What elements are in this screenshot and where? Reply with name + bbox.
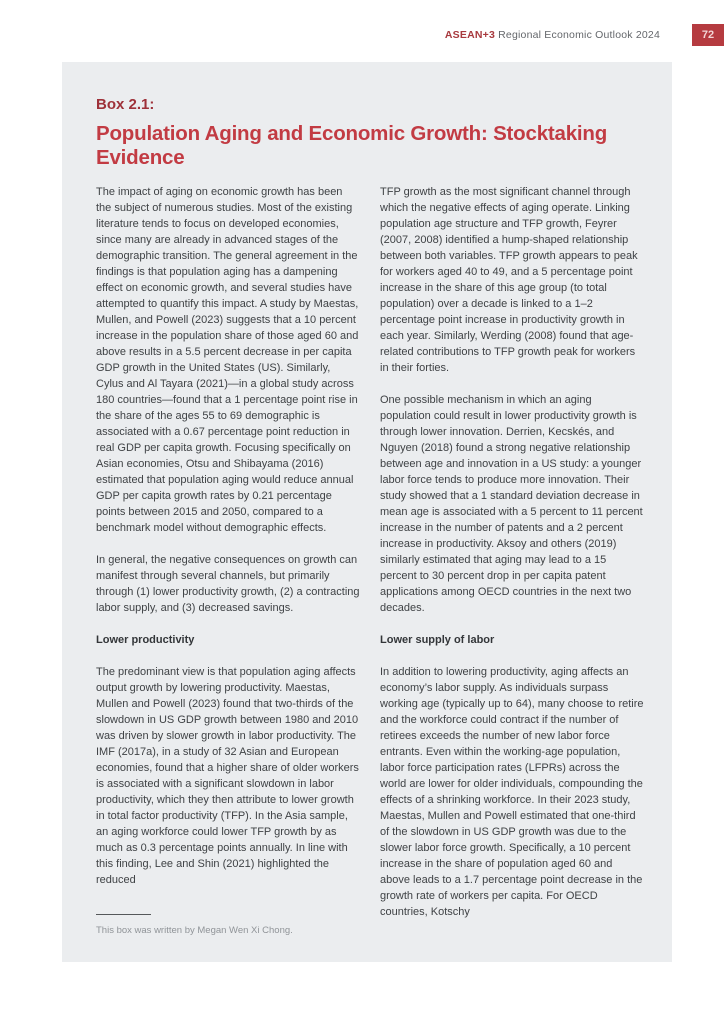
footnote: [96, 914, 360, 937]
right-paragraph-2: One possible mechanism in which an aging population could result in lower productivity growth is through lower innovation. Derrien, Kecskés, and Nguyen (2018) found a strong negative relationship between age and innovation in a US study: a younger labor force tends to produce more innovation. Their study showed that a 1 standard deviation decrease in mean age is associated with a 5 percent to 11 percent increase in the number of patents and a 2 percent increase in productivity. Aksoy and others (2019) similarly estimated that aging may lead to a 15 percent to 30 percent drop in per capita patent applications among OECD countries in the next two decades.: [380, 394, 643, 614]
right-column: [380, 184, 644, 936]
page-header: [0, 24, 724, 46]
left-column: [96, 184, 360, 936]
box-label: Box 2.1:: [96, 96, 155, 113]
section-heading-lower-supply-of-labor: Lower supply of labor: [380, 634, 495, 646]
left-paragraph-3: The predominant view is that population aging affects output growth by lowering productivity. Maestas, Mullen and Powell (2023) found that two-thirds of the slowdown in US GDP growth between 1980 and 2010 was driven by slower growth in labor productivity. The IMF (2017a), in a study of 32 Asian and European economies, found that a higher share of older workers is associated with a significant slowdown in labor productivity, which they then attribute to lower growth in total factor productivity (TFP). In the Asia sample, an aging workforce could lower TFP growth by as much as 0.3 percentage points annually. In line with this finding, Lee and Shin (2021) highlighted the reduced: [96, 666, 359, 886]
publication-title: [445, 29, 660, 41]
box-2-1-container: [62, 62, 672, 962]
box-title: Population Aging and Economic Growth: Stocktaking Evidence: [96, 122, 608, 169]
footnote-divider: [96, 914, 151, 915]
two-column-body: [96, 184, 644, 936]
publication-label: Regional Economic Outlook 2024: [495, 29, 660, 41]
section-heading-lower-productivity: Lower productivity: [96, 634, 195, 646]
page-number-badge: 72: [692, 24, 724, 46]
right-paragraph-3: In addition to lowering productivity, aging affects an economy’s labor supply. As individuals surpass working age (typically up to 64), many choose to retire and the workforce could contract if the number of retirees exceeds the number of new labor force entrants. Even within the working-age population, labor force participation rates (LFPRs) across the world are lower for older individuals, compounding the effects of a shrinking workforce. In their 2023 study, Maestas, Mullen and Powell estimated that one-third of the slowdown in US GDP growth was due to the slower labor force growth. Specifically, a 10 percent increase in the share of population aged 60 and above leads to a 1.7 percentage point decrease in the growth rate of workers per capita. For OECD countries, Kotschy: [380, 666, 644, 918]
footnote-text: This box was written by Megan Wen Xi Chong.: [96, 925, 293, 936]
brand-label: ASEAN+3: [444, 29, 496, 41]
left-paragraph-2: In general, the negative consequences on growth can manifest through several channels, but primarily through (1) lower productivity growth, (2) a contracting labor supply, and (3) decreased savings.: [96, 554, 360, 614]
right-paragraph-1: TFP growth as the most significant channel through which the negative effects of aging operate. Linking population age structure and TFP growth, Feyrer (2007, 2008) identified a hump-shaped relationship between both variables. TFP growth appears to peak for workers aged 40 to 49, and a 5 percentage point increase in the share of this age group (to total population) over a decade is linked to a 1–2 percentage point increase in productivity growth in each year. Similarly, Werding (2008) found that age-related contributions to TFP growth peak for workers in their forties.: [380, 186, 638, 374]
left-paragraph-1: The impact of aging on economic growth has been the subject of numerous studies. Most of the existing literature tends to focus on developed economies, since many are already in advanced stages of the demographic transition. The general agreement in the findings is that population aging has a dampening effect on economic growth, and several studies have attempted to quantify this impact. A study by Maestas, Mullen, and Powell (2023) suggests that a 10 percent increase in the population share of those aged 60 and above results in a 5.5 percent decrease in per capita GDP growth in the United States (US). Similarly, Cylus and Al Tayara (2021)—in a global study across 180 countries—found that a 1 percentage point rise in the share of the ages 55 to 69 demographic is associated with a 0.67 percentage point reduction in real GDP per capita growth. Focusing specifically on Asian economies, Otsu and Shibayama (2016) estimated that population aging would reduce annual GDP per capita growth rates by 0.21 percentage points between 2015 and 2050, compared to a benchmark model without demographic effects.: [96, 186, 359, 534]
